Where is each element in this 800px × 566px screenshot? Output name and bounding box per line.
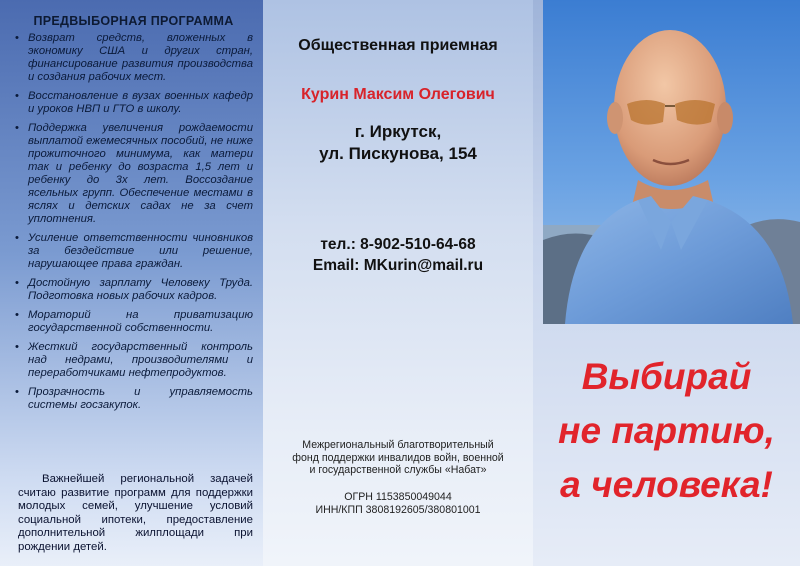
slogan bbox=[533, 350, 800, 512]
program-item: • Мораторий на приватизацию государственной собственности. bbox=[14, 309, 253, 335]
ogrn-number: ОГРН 1153850049044 bbox=[344, 491, 452, 503]
program-panel bbox=[0, 0, 263, 566]
regional-task-text: Важнейшей региональной задачей считаю развитие программ для поддержки молодых семей, улучшение условий социальной ипотеки, предоставление дополнительной жилплощади при рождении детей. bbox=[18, 473, 253, 553]
reception-heading: Общественная приемная bbox=[298, 37, 498, 54]
publisher-line: и государственной службы «Набат» bbox=[309, 464, 487, 476]
program-item: • Возврат средств, вложенных в экономику США и других стран, финансирование развития производства и создания рабочих мест. bbox=[14, 32, 253, 84]
publisher-line: Межрегиональный благотворительный bbox=[302, 439, 494, 451]
program-item: • Жесткий государственный контроль над недрами, производителями и переработчиками нефтепродуктов. bbox=[14, 341, 253, 380]
slogan-line: Выбирай bbox=[581, 356, 752, 397]
address bbox=[263, 121, 533, 165]
program-item: • Поддержка увеличения рождаемости выплатой ежемесячных пособий, не ниже прожиточного минимума, как матери так и ребенку до возраста 1,5 лет и ребенку до 3х лет. Воссоздание ясельных групп. Обеспечение местами в яслях и детских садах не за счет уплотнения. bbox=[14, 122, 253, 226]
slogan-line: а человека! bbox=[560, 464, 773, 505]
contact-panel bbox=[263, 0, 533, 566]
phone-number: тел.: 8-902-510-64-68 bbox=[320, 236, 476, 253]
publisher-line: фонд поддержки инвалидов войн, военной bbox=[292, 451, 504, 464]
address-city: г. Иркутск, bbox=[354, 122, 442, 141]
publisher-registration bbox=[263, 491, 533, 516]
slogan-line: не партию, bbox=[558, 410, 775, 451]
publisher-name bbox=[263, 439, 533, 477]
candidate-name: Курин Максим Олегович bbox=[301, 86, 495, 103]
cover-panel bbox=[533, 0, 800, 566]
address-street: ул. Пискунова, 154 bbox=[319, 144, 477, 163]
program-item: • Достойную зарплату Человеку Труда. Подготовка новых рабочих кадров. bbox=[14, 277, 253, 303]
program-list bbox=[14, 32, 253, 412]
program-item: • Прозрачность и управляемость системы госзакупок. bbox=[14, 386, 253, 412]
candidate-photo bbox=[543, 0, 800, 324]
program-item: • Восстановление в вузах военных кафедр и уроков НВП и ГТО в школу. bbox=[14, 90, 253, 116]
program-title: ПРЕДВЫБОРНАЯ ПРОГРАММА bbox=[33, 14, 234, 28]
inn-number: ИНН/КПП 3808192605/380801001 bbox=[315, 503, 481, 516]
program-item: • Усиление ответственности чиновников за бездействие или решение, нарушающее права граждан. bbox=[14, 232, 253, 271]
email-address: Email: MKurin@mail.ru bbox=[312, 257, 484, 274]
